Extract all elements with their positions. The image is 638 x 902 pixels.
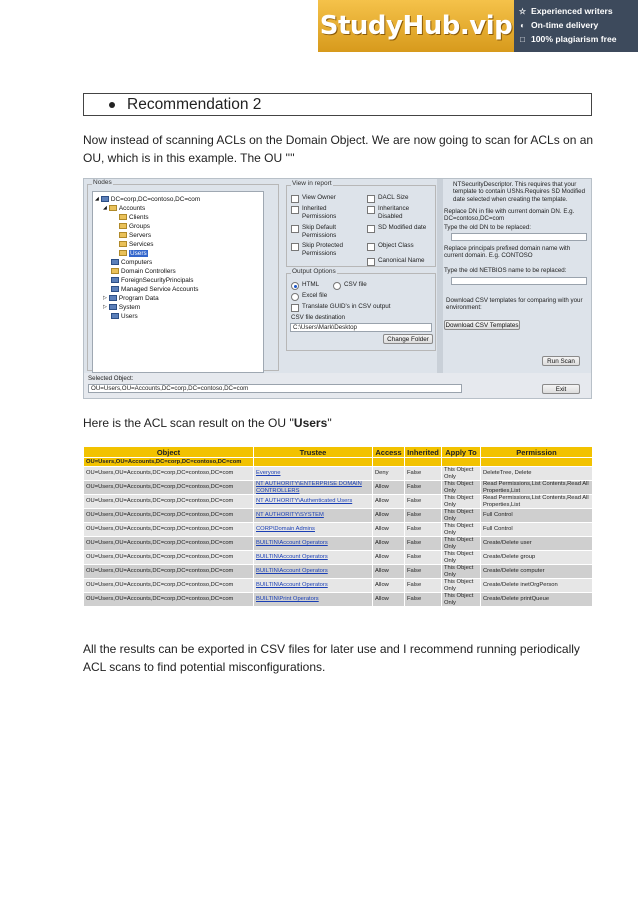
change-folder-button[interactable]: Change Folder (383, 334, 433, 344)
option-label: HTML (302, 281, 320, 288)
permission-cell: Read Permissions,List Contents,Read All Properties,List (481, 495, 593, 509)
old-dn-input[interactable] (451, 233, 587, 241)
closing-line-2: ACL scans to find potential misconfigurations. (83, 660, 326, 674)
object-class-checkbox[interactable] (367, 242, 435, 251)
recommendation-heading (83, 93, 592, 116)
checkbox[interactable] (367, 243, 375, 251)
permission-cell: Create/Delete user (481, 537, 593, 551)
table-row (84, 523, 593, 537)
table-header-row (84, 447, 593, 458)
folder-icon (111, 268, 119, 274)
access-cell: Allow (373, 551, 405, 565)
option-label: Canonical Name (378, 257, 425, 264)
permission-cell: Read Permissions,List Contents,Read All Properties,List (481, 481, 593, 495)
old-netbios-label: Type the old NETBIOS name to be replaced: (444, 267, 567, 274)
excel-radio[interactable] (291, 292, 327, 301)
tree-node-label: Program Data (118, 294, 159, 302)
access-cell: Allow (373, 495, 405, 509)
container-icon (111, 313, 119, 319)
inheritance-disabled-checkbox[interactable] (367, 205, 435, 220)
trustee-link[interactable]: BUILTIN\Print Operators (254, 593, 373, 607)
feature-text: Experienced writers (531, 6, 613, 16)
checkbox[interactable] (367, 195, 375, 203)
download-csv-templates-button[interactable]: Download CSV Templates (445, 321, 519, 329)
dacl-size-checkbox[interactable] (367, 194, 435, 203)
table-row (84, 579, 593, 593)
selected-object-label: Selected Object: (88, 375, 134, 382)
tree-node[interactable] (119, 222, 150, 230)
container-icon (109, 295, 117, 301)
csv-radio[interactable] (333, 281, 367, 290)
col-object-header: Object (84, 447, 254, 458)
tree-view[interactable] (92, 191, 264, 373)
tree-node-label: DC=corp,DC=contoso,DC=com (110, 195, 201, 203)
csv-destination-label: CSV file destination (291, 314, 345, 321)
inherited-cell: False (405, 565, 442, 579)
option-label: Skip Protected Permissions (302, 242, 343, 257)
intro-line-1: Now instead of scanning ACLs on the Domain Object. We are now going to scan for ACLs on an (83, 133, 594, 147)
feature-item (518, 18, 636, 32)
expand-icon[interactable]: ◢ (95, 196, 99, 202)
permission-cell: DeleteTree, Delete (481, 467, 593, 481)
checkbox[interactable] (291, 304, 299, 312)
permission-cell: Full Control (481, 509, 593, 523)
tree-node-label: Users (130, 249, 147, 257)
option-label: Object Class (378, 242, 414, 249)
container-icon (111, 277, 119, 283)
trustee-link[interactable]: BUILTIN\Account Operators (254, 565, 373, 579)
scrollbar[interactable] (437, 179, 443, 379)
trustee-link[interactable]: NT AUTHORITY\ENTERPRISE DOMAIN CONTROLLERS (254, 481, 373, 495)
table-row (84, 565, 593, 579)
checkbox[interactable] (291, 225, 299, 233)
view-in-report-label: View in report (292, 180, 332, 187)
tree-node[interactable] (119, 213, 149, 221)
option-label: Translate GUID's in CSV output (302, 303, 391, 310)
inherited-cell: False (405, 537, 442, 551)
option-label: DACL Size (378, 194, 409, 201)
tree-node-label: ForeignSecurityPrincipals (121, 276, 194, 284)
tree-node[interactable] (95, 195, 200, 203)
col-apply-to-header: Apply To (442, 447, 481, 458)
col-access-header: Access (373, 447, 405, 458)
tree-node[interactable] (119, 240, 154, 248)
object-cell: OU=Users,OU=Accounts,DC=corp,DC=contoso,DC=com (84, 579, 254, 593)
table-row (84, 551, 593, 565)
apply-to-cell: This Object Only (442, 523, 481, 537)
folder-icon (109, 205, 117, 211)
object-cell: OU=Users,OU=Accounts,DC=corp,DC=contoso,DC=com (84, 481, 254, 495)
apply-to-cell: This Object Only (442, 551, 481, 565)
checkbox[interactable] (367, 225, 375, 233)
trustee-link[interactable]: Everyone (254, 467, 373, 481)
permission-cell: Create/Delete group (481, 551, 593, 565)
tree-node-label: Accounts (118, 204, 146, 212)
container-icon (109, 304, 117, 310)
result-intro-ou: Users (293, 416, 328, 430)
table-row (84, 537, 593, 551)
object-cell: OU=Users,OU=Accounts,DC=corp,DC=contoso,DC=com (84, 565, 254, 579)
tree-node[interactable] (111, 312, 138, 320)
access-cell: Allow (373, 565, 405, 579)
tree-node[interactable] (111, 267, 176, 275)
checkbox[interactable] (291, 206, 299, 214)
brand-name: StudyHub.vip (319, 11, 513, 41)
selected-object-input[interactable]: OU=Users,OU=Accounts,DC=corp,DC=contoso,DC=com (88, 384, 462, 393)
inherited-cell: False (405, 593, 442, 607)
col-permission-header: Permission (481, 447, 593, 458)
apply-to-cell: This Object Only (442, 467, 481, 481)
folder-icon (119, 214, 127, 220)
inherited-cell: False (405, 551, 442, 565)
table-row (84, 467, 593, 481)
tree-node-label: Managed Service Accounts (121, 285, 199, 293)
apply-to-cell: This Object Only (442, 593, 481, 607)
intro-line-2-suffix: '' (290, 151, 295, 165)
html-radio[interactable] (291, 281, 319, 290)
folder-icon (119, 232, 127, 238)
ou-row-empty (373, 458, 405, 467)
option-label: View Owner (302, 194, 336, 201)
access-cell: Allow (373, 593, 405, 607)
star-icon: ☆ (518, 6, 527, 16)
shield-icon: □ (520, 34, 525, 44)
inherited-cell: False (405, 495, 442, 509)
exit-button[interactable]: Exit (542, 384, 580, 394)
table-row (84, 481, 593, 495)
feature-item (518, 4, 636, 18)
closing-line-1: All the results can be exported in CSV files for later use and I recommend running periodically (83, 642, 580, 656)
nodes-label: Nodes (93, 179, 112, 186)
studyhub-logo[interactable] (318, 0, 514, 52)
ou-row-empty (442, 458, 481, 467)
checkbox[interactable] (291, 243, 299, 251)
tree-node[interactable] (111, 285, 198, 293)
tree-node-label: Clients (129, 213, 149, 221)
skip-protected-permissions-checkbox[interactable] (291, 242, 361, 257)
result-intro (83, 414, 603, 432)
tree-node-label: Servers (129, 231, 152, 239)
object-cell: OU=Users,OU=Accounts,DC=corp,DC=contoso,DC=com (84, 495, 254, 509)
object-cell: OU=Users,OU=Accounts,DC=corp,DC=contoso,DC=com (84, 523, 254, 537)
intro-paragraph (83, 131, 603, 167)
tree-node-label: Computers (121, 258, 153, 266)
access-cell: Allow (373, 579, 405, 593)
tree-node[interactable] (103, 204, 145, 212)
permission-cell: Create/Delete inetOrgPerson (481, 579, 593, 593)
ou-cell: OU=Users,OU=Accounts,DC=corp,DC=contoso,DC=com (84, 458, 254, 467)
option-label: Inherited Permissions (302, 205, 337, 220)
result-intro-suffix: '' (327, 416, 332, 430)
apply-to-cell: This Object Only (442, 537, 481, 551)
sd-template-description: NTSecurityDescriptor. This requires that your template to contain USNs.Requires SD Modified date selected when creating the template. (453, 181, 586, 203)
download-csv-description: Download CSV templates for comparing with your environment: (446, 297, 583, 312)
output-options-label: Output Options (292, 268, 336, 275)
access-cell: Allow (373, 481, 405, 495)
option-label: Inheritance Disabled (378, 205, 410, 220)
container-icon (111, 286, 119, 292)
clock-icon: ◐ (520, 20, 525, 30)
trustee-link[interactable]: CORP\Domain Admins (254, 523, 373, 537)
inherited-cell: False (405, 579, 442, 593)
apply-to-cell: This Object Only (442, 509, 481, 523)
sd-modified-date-checkbox[interactable] (367, 224, 435, 233)
folder-icon (119, 223, 127, 229)
closing-paragraph (83, 640, 613, 676)
permission-cell: Create/Delete computer (481, 565, 593, 579)
feature-text: 100% plagiarism free (531, 34, 617, 44)
permission-cell: Full Control (481, 523, 593, 537)
tree-node-label: Services (129, 240, 154, 248)
intro-line-2 (83, 149, 603, 167)
acl-results-table (83, 446, 593, 607)
radio-button[interactable] (291, 293, 299, 301)
old-dn-label: Type the old DN to be replaced: (444, 224, 532, 231)
domain-icon (101, 196, 109, 202)
option-label: CSV file (344, 281, 367, 288)
checkbox[interactable] (367, 258, 375, 266)
tree-node[interactable] (111, 276, 193, 284)
trustee-link[interactable]: NT AUTHORITY\Authenticated Users (254, 495, 373, 509)
replace-principals-description: Replace principals prefixed domain name with current domain. E.g. CONTOSO (444, 245, 571, 260)
skip-default-permissions-checkbox[interactable] (291, 224, 361, 239)
col-trustee-header: Trustee (254, 447, 373, 458)
apply-to-cell: This Object Only (442, 565, 481, 579)
inherited-cell: False (405, 467, 442, 481)
apply-to-cell: This Object Only (442, 481, 481, 495)
apply-to-cell: This Object Only (442, 579, 481, 593)
result-intro-prefix: Here is the ACL scan result on the OU '' (83, 416, 294, 430)
container-icon (111, 259, 119, 265)
access-cell: Allow (373, 537, 405, 551)
expand-icon[interactable]: ▷ (103, 304, 107, 310)
canonical-name-checkbox[interactable] (367, 257, 435, 266)
table-row (84, 495, 593, 509)
ou-row-empty (254, 458, 373, 467)
option-label: Excel file (302, 292, 328, 299)
inherited-cell: False (405, 509, 442, 523)
trustee-link[interactable]: BUILTIN\Account Operators (254, 551, 373, 565)
tree-node-label: Groups (129, 222, 150, 230)
trustee-link[interactable]: BUILTIN\Account Operators (254, 537, 373, 551)
apply-to-cell: This Object Only (442, 495, 481, 509)
checkbox[interactable] (291, 195, 299, 203)
object-cell: OU=Users,OU=Accounts,DC=corp,DC=contoso,DC=com (84, 551, 254, 565)
object-cell: OU=Users,OU=Accounts,DC=corp,DC=contoso,DC=com (84, 467, 254, 481)
folder-icon (119, 250, 127, 256)
recommendation-title: Recommendation 2 (127, 95, 262, 113)
object-cell: OU=Users,OU=Accounts,DC=corp,DC=contoso,DC=com (84, 537, 254, 551)
feature-item (518, 32, 636, 46)
tree-node-label: Domain Controllers (121, 267, 176, 275)
output-options-group (286, 268, 436, 351)
inherited-permissions-checkbox[interactable] (291, 205, 361, 220)
tree-node[interactable] (111, 258, 152, 266)
intro-line-2-prefix: OU, which is in this example. The OU '' (83, 151, 291, 165)
ou-row-empty (481, 458, 593, 467)
run-scan-button[interactable]: Run Scan (542, 356, 580, 366)
acl-scanner-screenshot (83, 178, 592, 399)
ou-row (84, 458, 593, 467)
tree-node[interactable] (119, 231, 151, 239)
col-inherited-header: Inherited (405, 447, 442, 458)
ou-row-empty (405, 458, 442, 467)
translate-guid-checkbox[interactable] (291, 303, 390, 312)
tree-node[interactable] (103, 303, 140, 311)
expand-icon[interactable]: ▷ (103, 295, 107, 301)
inherited-cell: False (405, 523, 442, 537)
view-owner-checkbox[interactable] (291, 194, 361, 203)
radio-button[interactable] (291, 282, 299, 290)
access-cell: Allow (373, 509, 405, 523)
tree-node[interactable] (103, 294, 159, 302)
trustee-link[interactable]: NT AUTHORITY\SYSTEM (254, 509, 373, 523)
feature-list (518, 4, 636, 46)
option-label: SD Modified date (378, 224, 427, 231)
access-cell: Allow (373, 523, 405, 537)
old-netbios-input[interactable] (451, 277, 587, 285)
tree-node-label: System (118, 303, 141, 311)
table-row (84, 509, 593, 523)
tree-node-label: Users (121, 312, 138, 320)
tree-node-selected[interactable] (119, 249, 148, 257)
view-in-report-group (286, 180, 436, 267)
feature-text: On-time delivery (531, 20, 599, 30)
folder-icon (119, 241, 127, 247)
csv-destination-input[interactable]: C:\Users\Mark\Desktop (290, 323, 432, 332)
nodes-group (87, 179, 279, 371)
inherited-cell: False (405, 481, 442, 495)
bullet-icon (109, 102, 115, 108)
expand-icon[interactable]: ◢ (103, 205, 107, 211)
radio-button[interactable] (333, 282, 341, 290)
option-label: Skip Default Permissions (302, 224, 337, 239)
permission-cell: Create/Delete printQueue (481, 593, 593, 607)
checkbox[interactable] (367, 206, 375, 214)
studyhub-banner[interactable] (318, 0, 638, 52)
object-cell: OU=Users,OU=Accounts,DC=corp,DC=contoso,DC=com (84, 509, 254, 523)
access-cell: Deny (373, 467, 405, 481)
trustee-link[interactable]: BUILTIN\Account Operators (254, 579, 373, 593)
replace-dn-description: Replace DN in file with current domain DN. E.g. DC=contoso,DC=com (444, 208, 575, 223)
object-cell: OU=Users,OU=Accounts,DC=corp,DC=contoso,DC=com (84, 593, 254, 607)
table-row (84, 593, 593, 607)
